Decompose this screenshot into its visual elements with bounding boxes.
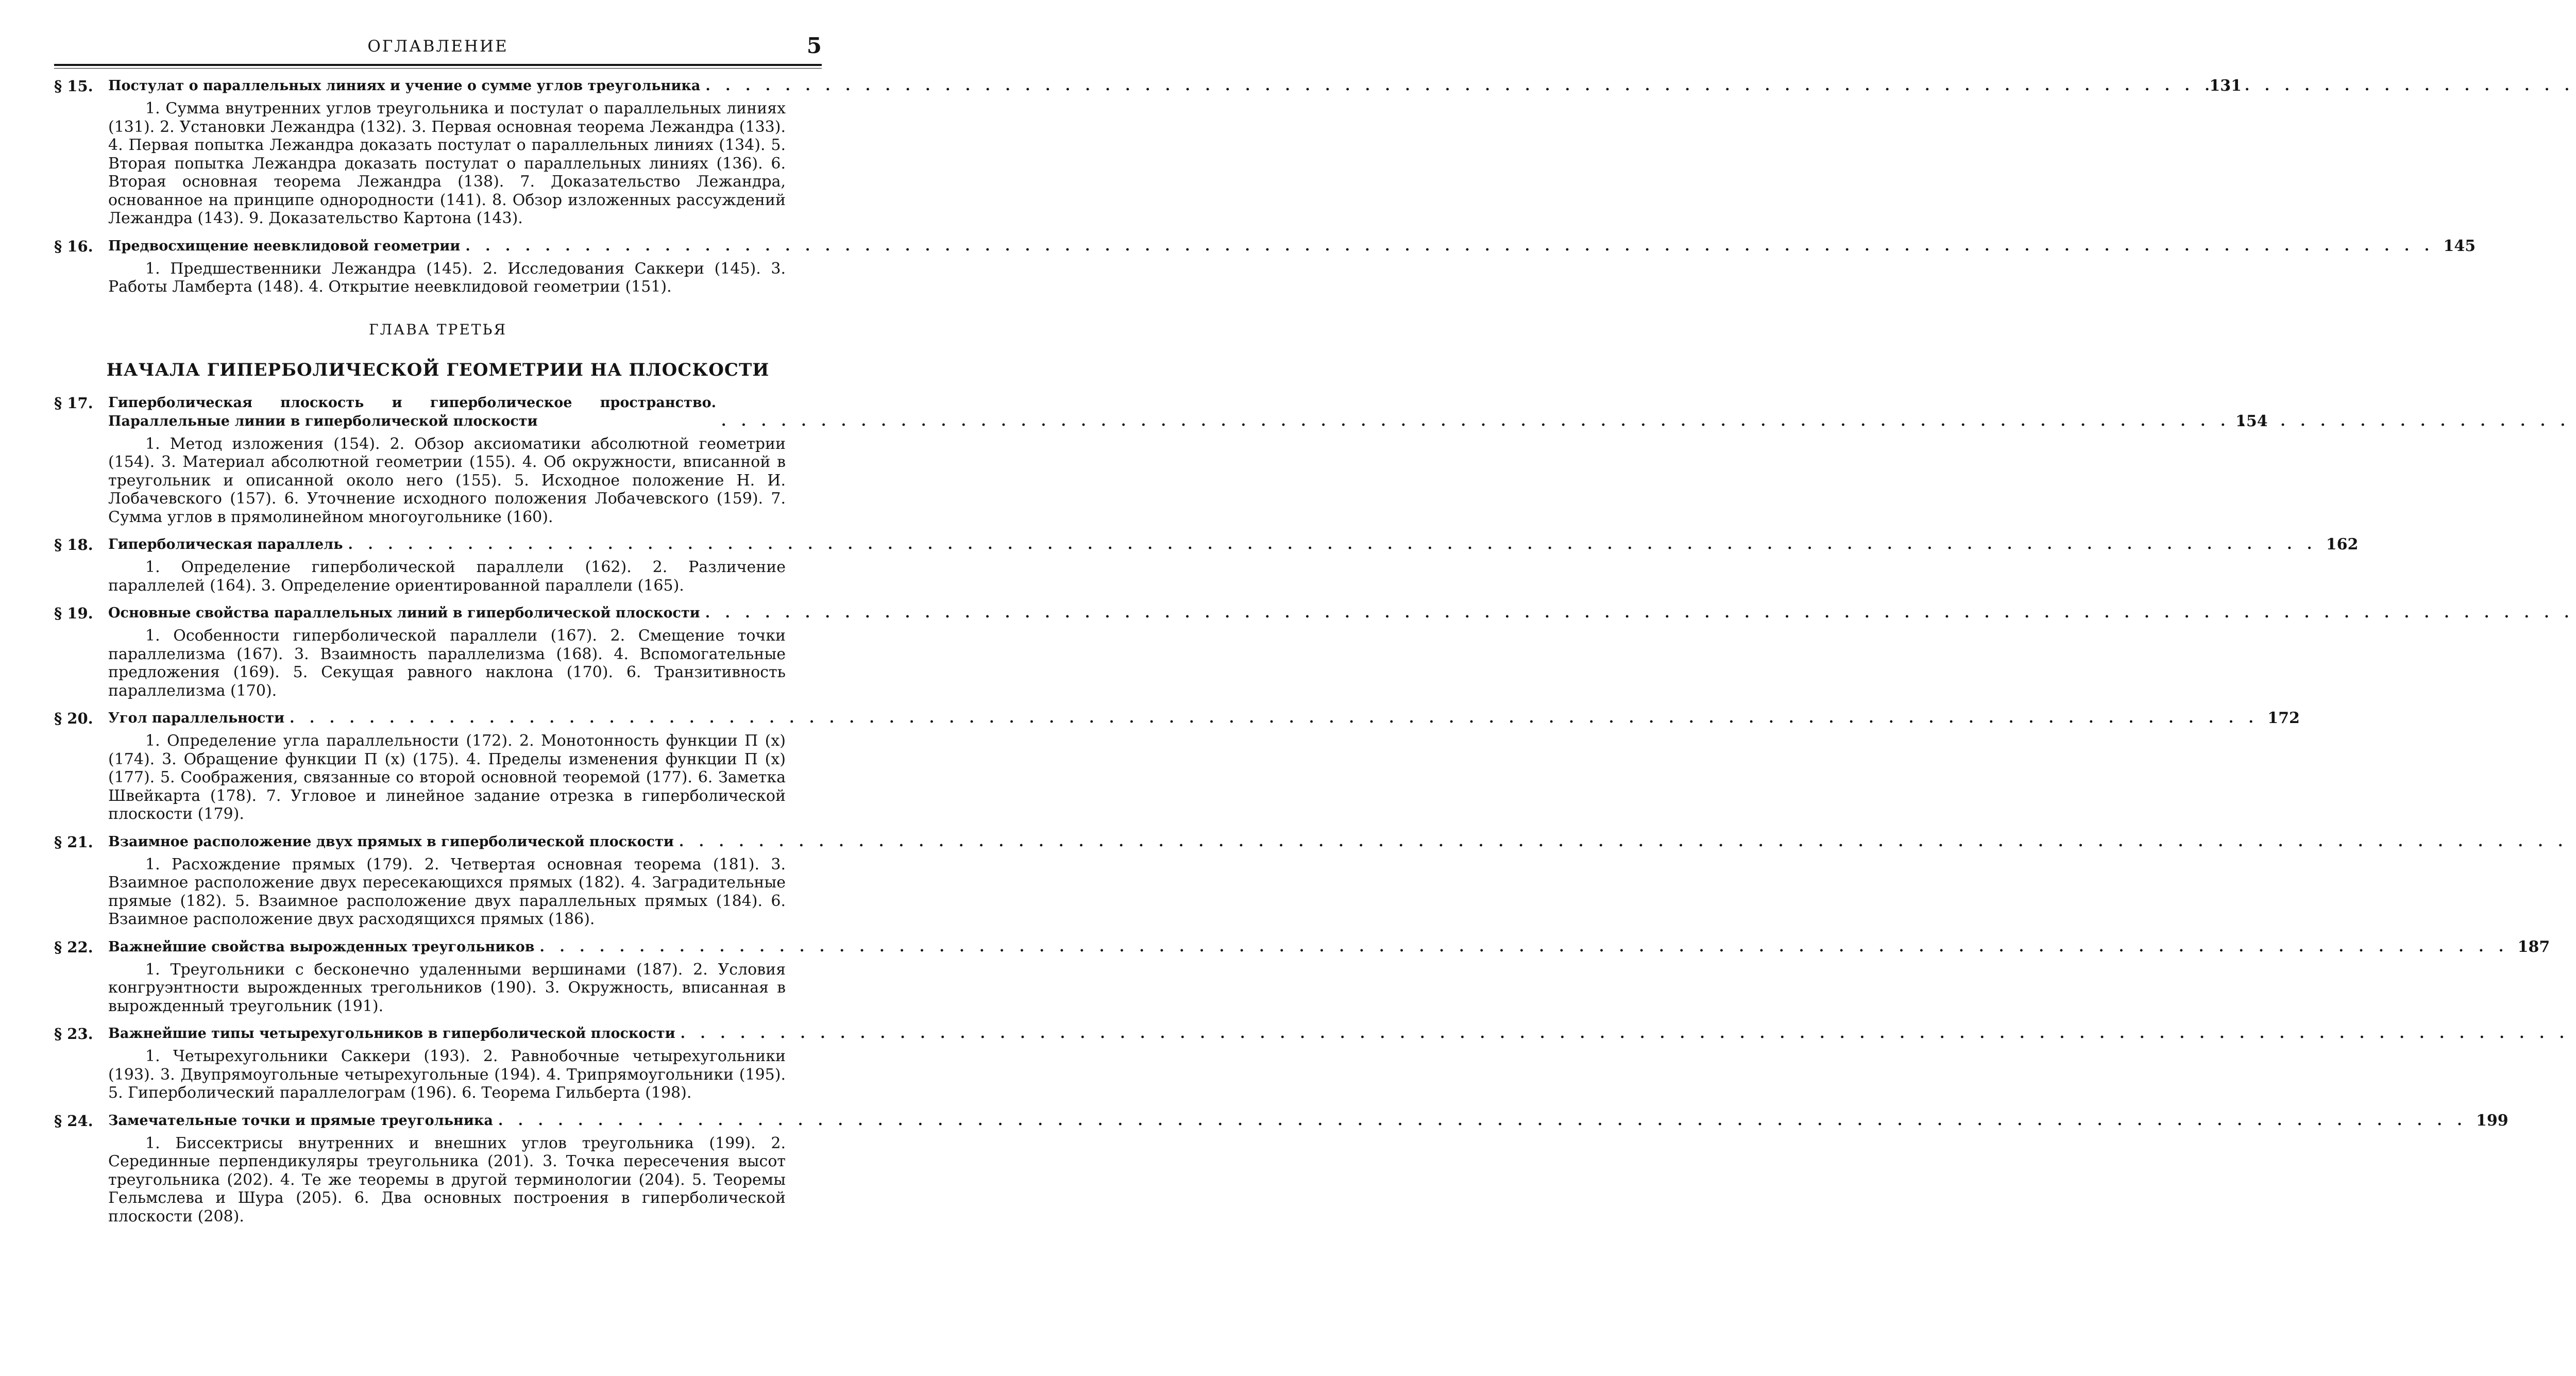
dot-leader: [681, 1025, 2576, 1043]
section-contents: 1. Расхождение прямых (179). 2. Четвертая основная теорема (181). 3. Взаимное расположение двух пересекающихся прямых (182). 4. Заградительные прямые (182). 5. Взаимное расположение двух параллельных прямых (184). 6. Взаимное расположение двух расходящихся прямых (186).: [108, 855, 786, 928]
section-page: 131: [2209, 77, 2242, 95]
section-contents: 1. Метод изложения (154). 2. Обзор аксиоматики абсолютной геометрии (154). 3. Материал абсолютной геометрии (155). 4. Об окружности, вписанной в треугольник и описанной около него (155). 5. Исходное положение Н. И. Лобачевского (157). 6. Уточнение исходного положения Лобачевского (159). 7. Сумма углов в прямолинейном многоугольнике (160).: [108, 434, 786, 526]
section-title[interactable]: Важнейшие свойства вырожденных треугольников: [108, 938, 535, 955]
section-contents: 1. Биссектрисы внутренних и внешних углов треугольника (199). 2. Серединные перпендикуляры треугольника (201). 3. Точка пересечения высот треугольника (202). 4. Те же теоремы в другой терминологии (204). 5. Теоремы Гельмслева и Шура (205). 6. Два основных построения в гиперболической плоскости (208).: [108, 1134, 786, 1226]
toc-entry-17: [54, 394, 2268, 527]
chapter-label: ГЛАВА ТРЕТЬЯ: [369, 321, 507, 338]
page-number: 5: [806, 33, 822, 58]
dot-leader: [498, 1112, 2467, 1130]
section-title[interactable]: Постулат о параллельных линиях и учение о сумме углов треугольника: [108, 78, 701, 94]
section-contents: 1. Сумма внутренних углов треугольника и постулат о параллельных линиях (131). 2. Установки Лежандра (132). 3. Первая основная теорема Лежандра (133). 4. Первая попытка Лежандра доказать постулат о параллельных линиях (134). 5. Вторая попытка Лежандра доказать постулат о параллельных линиях (136). 6. Вторая основная теорема Лежандра (138). 7. Доказательство Лежандра, основанное на принципе однородности (141). 8. Обзор изложенных рассуждений Лежандра (143). 9. Доказательство Картона (143).: [108, 99, 786, 227]
dot-leader: [290, 709, 2259, 728]
section-contents: 1. Определение угла параллельности (172). 2. Монотонность функции Π (x) (174). 3. Обращение функции Π (x) (175). 4. Пределы изменения функции Π (x) (177). 5. Соображения, связанные со второй основной теоремой (177). 6. Заметка Швейкарта (178). 7. Угловое и линейное задание отрезка в гиперболической плоскости (179).: [108, 732, 786, 823]
dot-leader: [705, 77, 2576, 95]
section-contents: 1. Определение гиперболической параллели (162). 2. Различение параллелей (164). 3. Определение ориентированной параллели (165).: [108, 558, 786, 595]
header-rule-thick: [54, 64, 822, 66]
toc-entry-19: [54, 604, 822, 700]
dot-leader: [540, 938, 2509, 957]
header-rule-thin: [54, 68, 822, 69]
section-contents: 1. Предшественники Лежандра (145). 2. Исследования Саккери (145). 3. Работы Ламберта (148). 4. Открытие неевклидовой геометрии (151).: [108, 259, 786, 296]
section-contents: 1. Четырехугольники Саккери (193). 2. Равнобочные четырехугольники (193). 3. Двупрямоугольные четырехугольные (194). 4. Трипрямоугольники (195). 5. Гиперболический параллелограм (196). 6. Теорема Гильберта (198).: [108, 1047, 786, 1102]
dot-leader: [679, 833, 2576, 851]
section-title[interactable]: Основные свойства параллельных линий в гиперболической плоскости: [108, 605, 700, 621]
toc-entry-16: [54, 237, 2476, 296]
section-number: § 24.: [54, 1112, 93, 1130]
section-number: § 18.: [54, 536, 93, 553]
section-page: 154: [2235, 412, 2268, 430]
dot-leader: [348, 535, 2317, 554]
toc-entry-23: [54, 1025, 822, 1102]
section-number: § 21.: [54, 833, 93, 851]
section-title[interactable]: Угол параллельности: [108, 710, 285, 726]
section-contents: 1. Треугольники с бесконечно удаленными вершинами (187). 2. Условия конгруэнтности вырожденных трегольников (190). 3. Окружность, вписанная в вырожденный треугольник (191).: [108, 960, 786, 1015]
section-contents: 1. Особенности гиперболической параллели (167). 2. Смещение точки параллелизма (167). 3. Взаимность параллелизма (168). 4. Вспомогательные предложения (169). 5. Секущая равного наклона (170). 6. Транзитивность параллелизма (170).: [108, 627, 786, 700]
section-page: 162: [2326, 535, 2359, 553]
toc-entry-15: [54, 77, 2242, 228]
section-number: § 20.: [54, 710, 93, 727]
section-page: 172: [2267, 709, 2300, 727]
section-number: § 16.: [54, 237, 93, 255]
dot-leader: [465, 237, 2434, 256]
toc-entry-22: [54, 937, 2550, 1016]
section-number: § 19.: [54, 605, 93, 622]
dot-leader: [705, 604, 2576, 623]
dot-leader: [721, 412, 2576, 431]
toc-entry-24: [54, 1111, 2509, 1226]
toc-entry-18: [54, 535, 2359, 595]
section-title[interactable]: Предвосхищение неевклидовой геометрии: [108, 238, 461, 254]
running-head: [54, 33, 822, 64]
section-title[interactable]: Замечательные точки и прямые треугольника: [108, 1112, 493, 1129]
section-number: § 17.: [54, 394, 93, 412]
section-title[interactable]: Гиперболическая плоскость и гиперболическое пространство. Параллельные линии в гиперболической плоскости: [108, 394, 716, 429]
section-page: 199: [2476, 1111, 2509, 1130]
section-number: § 15.: [54, 77, 93, 95]
section-page: 187: [2517, 937, 2550, 956]
section-title[interactable]: Важнейшие типы четырехугольников в гиперболической плоскости: [108, 1026, 675, 1042]
chapter-title: НАЧАЛА ГИПЕРБОЛИЧЕСКОЙ ГЕОМЕТРИИ НА ПЛОСКОСТИ: [106, 359, 770, 380]
toc-page: [54, 33, 2550, 1235]
section-title[interactable]: Взаимное расположение двух прямых в гиперболической плоскости: [108, 833, 674, 850]
toc-entry-20: [54, 709, 2300, 824]
section-number: § 22.: [54, 938, 93, 956]
section-number: § 23.: [54, 1025, 93, 1043]
running-title: ОГЛАВЛЕНИЕ: [367, 37, 509, 56]
toc-entry-21: [54, 833, 822, 929]
section-title[interactable]: Гиперболическая параллель: [108, 536, 343, 552]
section-page: 145: [2443, 237, 2476, 255]
